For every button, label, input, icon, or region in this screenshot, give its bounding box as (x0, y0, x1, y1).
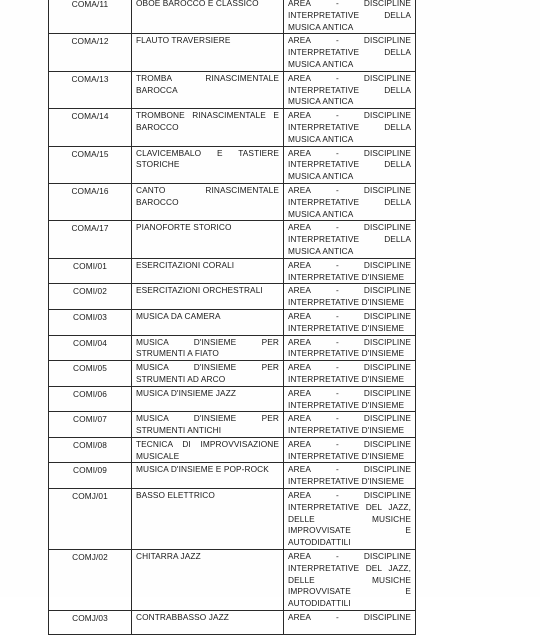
area-line: MUSICA ANTICA (288, 58, 354, 69)
area-line (288, 73, 411, 85)
area-word: - (336, 362, 339, 373)
area-word: DELLA (384, 9, 411, 20)
table-row (49, 0, 416, 34)
area-word: DISCIPLINE (363, 285, 411, 296)
area-word: DISCIPLINE (363, 0, 411, 8)
discipline-name: TECNICA DI IMPROVVISAZIONE MUSICALE (132, 437, 284, 463)
area-word: DISCIPLINE (363, 35, 411, 46)
area-line (288, 337, 411, 349)
area-word: DISCIPLINE (363, 490, 411, 501)
discipline-area (284, 146, 416, 183)
area-line (288, 148, 411, 160)
area-word: DISCIPLINE (363, 551, 411, 562)
area-word: INTERPRETATIVE (288, 84, 360, 95)
table-row (49, 335, 416, 361)
area-line (288, 388, 411, 400)
area-word: DISCIPLINE (363, 438, 411, 449)
area-line (288, 110, 411, 122)
discipline-name: TROMBONE RINASCIMENTALE E BAROCCO (132, 109, 284, 146)
discipline-area (284, 550, 416, 611)
area-line (288, 222, 411, 234)
table-row (49, 284, 416, 310)
table-row (49, 437, 416, 463)
area-word: - (336, 147, 339, 158)
area-word: AREA (288, 612, 311, 623)
area-line (288, 362, 411, 374)
discipline-code: COMJ/01 (49, 489, 132, 550)
discipline-code: COMA/12 (49, 34, 132, 71)
discipline-area (284, 109, 416, 146)
area-word: DISCIPLINE (363, 362, 411, 373)
area-word: AREA (288, 413, 311, 424)
table-row (49, 550, 416, 611)
area-line: IMPROVVISATE E (288, 586, 411, 597)
area-word: - (336, 0, 339, 8)
area-line: AUTODIDATTILI (288, 598, 351, 609)
area-line (288, 464, 411, 476)
area-line (288, 197, 411, 209)
area-word: DISCIPLINE (363, 72, 411, 83)
area-word: AREA (288, 259, 311, 270)
discipline-name: OBOE BAROCCO E CLASSICO (132, 0, 284, 34)
area-word: - (336, 184, 339, 195)
table-row (49, 611, 416, 635)
area-word: DISCIPLINE (363, 222, 411, 233)
area-word: AREA (288, 147, 311, 158)
area-line (288, 10, 411, 22)
table-row (49, 361, 416, 387)
area-line: MUSICA ANTICA (288, 133, 354, 144)
area-word: AREA (288, 110, 311, 121)
area-word: DISCIPLINE (363, 387, 411, 398)
area-line (288, 35, 411, 47)
discipline-code: COMJ/03 (49, 611, 132, 635)
area-word: AREA (288, 336, 311, 347)
discipline-code: COMA/11 (49, 0, 132, 34)
discipline-name: BASSO ELETTRICO (132, 489, 284, 550)
area-word: DISCIPLINE (363, 336, 411, 347)
area-line (288, 85, 411, 97)
discipline-name: CLAVICEMBALO E TASTIERE STORICHE (132, 146, 284, 183)
area-line: DELLE MUSICHE (288, 574, 411, 585)
area-word: - (336, 336, 339, 347)
discipline-area (284, 258, 416, 284)
area-word: DELLA (384, 196, 411, 207)
discipline-name: CHITARRA JAZZ (132, 550, 284, 611)
area-line: MUSICA ANTICA (288, 96, 354, 107)
area-word: AREA (288, 438, 311, 449)
area-word: DISCIPLINE (363, 184, 411, 195)
area-word: DISCIPLINE (363, 110, 411, 121)
discipline-code: COMI/06 (49, 386, 132, 412)
area-word: DELLA (384, 84, 411, 95)
area-word: - (336, 110, 339, 121)
discipline-name: MUSICA D'INSIEME PER STRUMENTI AD ARCO (132, 361, 284, 387)
area-line: AUTODIDATTILI (288, 537, 351, 548)
discipline-name: MUSICA DA CAMERA (132, 309, 284, 335)
area-line (288, 490, 411, 502)
area-line (288, 122, 411, 134)
discipline-code: COMI/04 (49, 335, 132, 361)
discipline-name: MUSICA D'INSIEME E POP-ROCK (132, 463, 284, 489)
area-line (288, 413, 411, 425)
area-word: DISCIPLINE (363, 259, 411, 270)
area-word: DISCIPLINE (363, 413, 411, 424)
table-row (49, 463, 416, 489)
area-line: MUSICA ANTICA (288, 245, 354, 256)
area-word: DISCIPLINE (363, 612, 411, 623)
area-line: INTERPRETATIVE D'INSIEME (288, 348, 405, 359)
area-line (288, 311, 411, 323)
area-word: - (336, 35, 339, 46)
discipline-name: ESERCITAZIONI ORCHESTRALI (132, 284, 284, 310)
area-word: - (336, 490, 339, 501)
table-row (49, 34, 416, 71)
discipline-area (284, 183, 416, 220)
area-line: MUSICA ANTICA (288, 208, 354, 219)
discipline-name: CANTO RINASCIMENTALE BAROCCO (132, 183, 284, 220)
discipline-code: COMI/09 (49, 463, 132, 489)
area-word: AREA (288, 551, 311, 562)
area-word: DISCIPLINE (363, 464, 411, 475)
area-word: AREA (288, 184, 311, 195)
table-row (49, 412, 416, 438)
area-word: INTERPRETATIVE (288, 234, 360, 245)
area-word: AREA (288, 222, 311, 233)
discipline-code: COMA/16 (49, 183, 132, 220)
area-line (288, 159, 411, 171)
table-row (49, 71, 416, 108)
area-line: INTERPRETATIVE D'INSIEME (288, 297, 405, 308)
discipline-area (284, 34, 416, 71)
discipline-area (284, 309, 416, 335)
table-row (49, 221, 416, 258)
area-word: INTERPRETATIVE (288, 47, 360, 58)
area-word: INTERPRETATIVE (288, 121, 360, 132)
area-word: - (336, 285, 339, 296)
discipline-code: COMI/08 (49, 437, 132, 463)
area-word: INTERPRETATIVE (288, 9, 360, 20)
area-word: - (336, 551, 339, 562)
area-word: DELLA (384, 159, 411, 170)
discipline-name: FLAUTO TRAVERSIERE (132, 34, 284, 71)
table-row (49, 309, 416, 335)
area-word: AREA (288, 0, 311, 8)
area-word: DISCIPLINE (363, 310, 411, 321)
area-word: AREA (288, 35, 311, 46)
discipline-code: COMA/15 (49, 146, 132, 183)
area-word: AREA (288, 387, 311, 398)
area-line (288, 612, 411, 624)
discipline-area (284, 386, 416, 412)
area-word: DELLA (384, 121, 411, 132)
disciplines-table (48, 0, 416, 635)
area-line: INTERPRETATIVE D'INSIEME (288, 322, 405, 333)
table-row (49, 146, 416, 183)
table-row (49, 183, 416, 220)
discipline-area (284, 463, 416, 489)
area-word: - (336, 387, 339, 398)
discipline-name: MUSICA D'INSIEME JAZZ (132, 386, 284, 412)
area-word: AREA (288, 464, 311, 475)
area-line (288, 285, 411, 297)
area-line: INTERPRETATIVE D'INSIEME (288, 425, 405, 436)
area-line: IMPROVVISATE E (288, 525, 411, 536)
table-row (49, 489, 416, 550)
discipline-area (284, 221, 416, 258)
discipline-code: COMI/05 (49, 361, 132, 387)
area-word: - (336, 464, 339, 475)
area-line: INTERPRETATIVE DEL JAZZ, (288, 562, 411, 573)
area-line (288, 234, 411, 246)
discipline-name: PIANOFORTE STORICO (132, 221, 284, 258)
area-line: INTERPRETATIVE D'INSIEME (288, 450, 405, 461)
area-line (288, 439, 411, 451)
area-line: INTERPRETATIVE DEL JAZZ, (288, 501, 411, 512)
area-line: MUSICA ANTICA (288, 171, 354, 182)
area-line: INTERPRETATIVE D'INSIEME (288, 373, 405, 384)
area-word: AREA (288, 310, 311, 321)
discipline-code: COMI/02 (49, 284, 132, 310)
area-line (288, 551, 411, 563)
area-line: DELLE MUSICHE (288, 513, 411, 524)
discipline-area (284, 71, 416, 108)
discipline-code: COMI/03 (49, 309, 132, 335)
discipline-name: TROMBA RINASCIMENTALE BAROCCA (132, 71, 284, 108)
area-word: INTERPRETATIVE (288, 159, 360, 170)
area-word: AREA (288, 362, 311, 373)
area-word: DELLA (384, 47, 411, 58)
area-line (288, 185, 411, 197)
area-word: - (336, 222, 339, 233)
area-word: AREA (288, 72, 311, 83)
area-word: - (336, 413, 339, 424)
discipline-code: COMA/13 (49, 71, 132, 108)
area-word: - (336, 72, 339, 83)
discipline-area (284, 611, 416, 635)
discipline-code: COMI/01 (49, 258, 132, 284)
discipline-name: CONTRABBASSO JAZZ (132, 611, 284, 635)
discipline-area (284, 412, 416, 438)
discipline-code: COMJ/02 (49, 550, 132, 611)
area-word: AREA (288, 285, 311, 296)
area-word: INTERPRETATIVE (288, 196, 360, 207)
area-word: AREA (288, 490, 311, 501)
area-word: DELLA (384, 234, 411, 245)
discipline-name: MUSICA D'INSIEME PER STRUMENTI A FIATO (132, 335, 284, 361)
table-row (49, 386, 416, 412)
area-word: DISCIPLINE (363, 147, 411, 158)
area-line (288, 47, 411, 59)
area-line (288, 0, 411, 10)
area-word: - (336, 438, 339, 449)
area-line: INTERPRETATIVE D'INSIEME (288, 271, 405, 282)
discipline-area (284, 489, 416, 550)
discipline-name: MUSICA D'INSIEME PER STRUMENTI ANTICHI (132, 412, 284, 438)
discipline-code: COMA/17 (49, 221, 132, 258)
discipline-name: ESERCITAZIONI CORALI (132, 258, 284, 284)
area-word: - (336, 259, 339, 270)
discipline-area (284, 437, 416, 463)
area-word: - (336, 310, 339, 321)
area-line: INTERPRETATIVE D'INSIEME (288, 399, 405, 410)
discipline-area (284, 284, 416, 310)
table-row (49, 258, 416, 284)
area-word: - (336, 612, 339, 623)
discipline-area (284, 0, 416, 34)
discipline-area (284, 361, 416, 387)
discipline-code: COMA/14 (49, 109, 132, 146)
area-line: INTERPRETATIVE D'INSIEME (288, 476, 405, 487)
discipline-code: COMI/07 (49, 412, 132, 438)
discipline-area (284, 335, 416, 361)
area-line: MUSICA ANTICA (288, 21, 354, 32)
area-line (288, 260, 411, 272)
table-body (49, 0, 416, 635)
table-row (49, 109, 416, 146)
